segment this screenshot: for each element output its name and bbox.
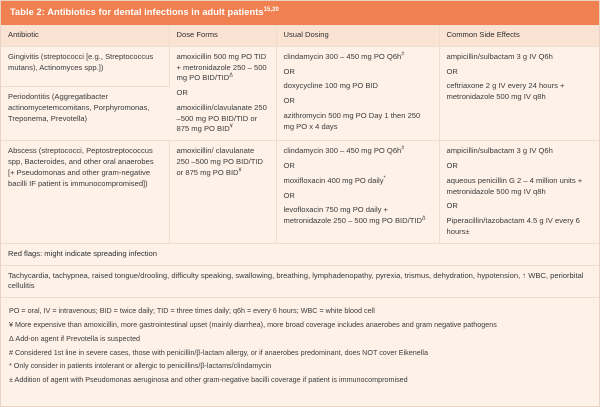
- cell-usual-dosing: [276, 141, 439, 243]
- red-flags-body: Tachycardia, tachypnea, raised tongue/drooling, difficulty speaking, swallowing, breathing, lymphadenopathy, pyrexia, trismus, dehydration, hypotension, ↑ WBC, periorbital cellulitis: [1, 265, 599, 298]
- cell-line: levofloxacin 750 mg PO daily + metronidazole 250 – 500 mg PO BID/TID$^\Delta$: [283, 205, 426, 226]
- footnote-marker: Δ: [229, 72, 233, 79]
- footnote-marker: *: [383, 175, 386, 182]
- table-body: [1, 46, 599, 243]
- cell-line: clindamycin 300 – 450 mg PO Q6h#: [283, 51, 405, 61]
- table-title: [1, 1, 599, 25]
- cell-dose-forms: [169, 46, 276, 140]
- cell-side-effects: [439, 141, 599, 243]
- cell-line: Piperacillin/tazobactam 4.5 g IV every 6 hours±: [446, 216, 580, 236]
- cell-condition: Abscess (streptococci, Peptostreptococcus spp, Bacteroides, and other oral anaerobes [+ Pseudomonas and other gram-negative bacilli IF patient is immunocompromised]): [1, 141, 169, 243]
- cell-separator-or: OR: [283, 190, 295, 200]
- cell-line: ampicillin/sulbactam 3 g IV Q6h: [446, 146, 553, 156]
- red-flags-section: [1, 243, 599, 297]
- red-flags-heading-row: [1, 243, 599, 265]
- cell-line: amoxicillin/clavulanate 250 –500 mg PO BID/TID or 875 mg PO BID¥: [176, 102, 267, 134]
- cell-separator-or: OR: [283, 161, 295, 171]
- table-title-superscript: 15,20: [263, 6, 279, 13]
- table-title-text: Table 2: Antibiotics for dental infections in adult patients: [10, 7, 264, 17]
- footnote-line: ± Addition of agent with Pseudomonas aeruginosa and other gram-negative bacilli coverage if patient is immunocompromised: [9, 375, 408, 385]
- table-row: [1, 46, 599, 87]
- footnote-line: PO = oral, IV = intravenous; BID = twice daily; TID = three times daily; q6h = every 6 hours; WBC = white blood cell: [9, 306, 375, 316]
- footnote-line: Δ Add-on agent if Prevotella is suspected: [9, 333, 141, 343]
- cell-condition: Gingivitis (streptococci [e.g., Streptococcus mutans), Actinomyces spp.]): [1, 46, 169, 87]
- footnote-marker: #: [401, 145, 405, 152]
- table-row: [1, 141, 599, 243]
- cell-line: moxifloxacin 400 mg PO daily*: [283, 175, 386, 185]
- footnote-line: # Considered 1st line in severe cases, those with penicillin/β-lactam allergy, or if anaerobes predominant, does NOT cover Eikenella: [9, 347, 428, 357]
- column-header-side-effects: Common Side Effects: [439, 25, 599, 46]
- cell-line: azithromycin 500 mg PO Day 1 then 250 mg PO x 4 days: [283, 110, 421, 131]
- cell-line: aqueous penicillin G 2 – 4 million units + metronidazole 500 mg IV q8h: [446, 175, 583, 196]
- cell-separator-or: OR: [446, 201, 458, 211]
- footnote-line: ¥ More expensive than amoxicillin, more gastrointestinal upset (mainly diarrhea), more broad coverage includes anaerobes and gram negative pathogens: [9, 319, 497, 329]
- column-header-antibiotic: Antibiotic: [1, 25, 169, 46]
- cell-side-effects: [439, 46, 599, 140]
- cell-line: clindamycin 300 – 450 mg PO Q6h#: [283, 145, 405, 156]
- cell-dose-forms: [169, 141, 276, 243]
- footnotes-section: [1, 298, 599, 393]
- antibiotics-table: [1, 25, 599, 298]
- footnote-line: * Only consider in patients intolerant or allergic to penicillins/β-lactams/clindamycin: [9, 361, 272, 371]
- footnote-marker: ¥: [238, 167, 242, 174]
- cell-separator-or: OR: [283, 96, 295, 106]
- footnote-marker: #: [401, 51, 405, 58]
- cell-line: amoxicillin 500 mg PO TID + metronidazole 250 – 500 mg PO BID/TID$^\Delta$: [176, 51, 267, 83]
- cell-line: ampicillin/sulbactam 3 g IV Q6h: [446, 51, 553, 61]
- cell-condition: Periodontitis (Aggregatibacter actinomycetemcomitans, Porphyromonas, Treponema, Prevotella): [1, 87, 169, 141]
- table-header-row: [1, 25, 599, 46]
- cell-separator-or: OR: [446, 161, 458, 171]
- cell-line: amoxicillin/ clavulanate 250 –500 mg PO BID/TID or 875 mg PO BID¥: [176, 146, 264, 177]
- cell-line: ceftriaxone 2 g IV every 24 hours + metronidazole 500 mg IV q8h: [446, 81, 565, 102]
- column-header-dose-forms: Dose Forms: [169, 25, 276, 46]
- cell-separator-or: OR: [446, 66, 458, 76]
- cell-usual-dosing: [276, 46, 439, 140]
- cell-line: doxycycline 100 mg PO BID: [283, 81, 379, 91]
- red-flags-body-row: [1, 265, 599, 298]
- footnote-marker: Δ: [421, 215, 426, 222]
- footnote-marker: ¥: [229, 123, 233, 130]
- red-flags-heading: Red flags: might indicate spreading infection: [1, 243, 599, 265]
- cell-separator-or: OR: [176, 88, 188, 98]
- column-header-usual-dosing: Usual Dosing: [276, 25, 439, 46]
- table-header: [1, 25, 599, 46]
- cell-separator-or: OR: [283, 66, 295, 76]
